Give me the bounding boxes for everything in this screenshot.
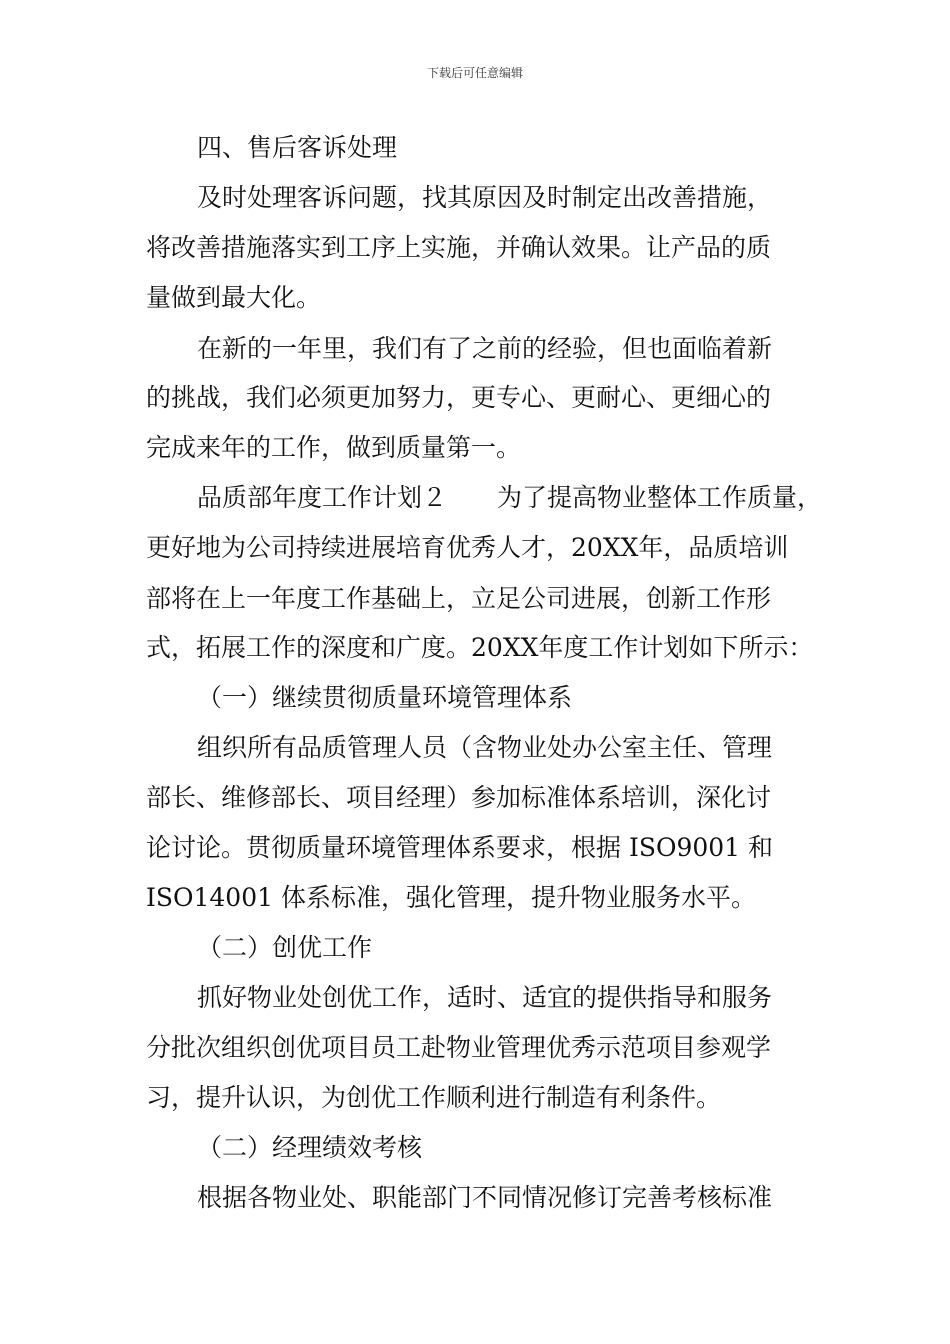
paragraph-line: 将改善措施落实到工序上实施，并确认效果。让产品的质 bbox=[146, 233, 772, 262]
section-heading-performance: （二）经理绩效考核 bbox=[197, 1133, 423, 1162]
paragraph-line: 更好地为公司持续进展培育优秀人才，20XX年，品质培训 bbox=[146, 533, 789, 562]
paragraph-line: 完成来年的工作，做到质量第一。 bbox=[146, 433, 522, 462]
paragraph-line: ISO14001 体系标准，强化管理，提升物业服务水平。 bbox=[146, 883, 756, 912]
page-header: 下载后可任意编辑 bbox=[426, 66, 523, 80]
paragraph-line: 分批次组织创优项目员工赴物业管理优秀示范项目参观学 bbox=[146, 1033, 772, 1062]
paragraph-line: 组织所有品质管理人员（含物业处办公室主任、管理 bbox=[197, 733, 773, 762]
paragraph-line: 部将在上一年度工作基础上，立足公司进展，创新工作形 bbox=[146, 584, 772, 613]
paragraph-line: 及时处理客诉问题，找其原因及时制定出改善措施， bbox=[197, 183, 773, 212]
paragraph-line: 论讨论。贯彻质量环境管理体系要求，根据 ISO9001 和 bbox=[146, 833, 774, 862]
paragraph-line: 在新的一年里，我们有了之前的经验，但也面临着新 bbox=[197, 334, 773, 363]
paragraph-line: 根据各物业处、职能部门不同情况修订完善考核标准 bbox=[197, 1183, 773, 1212]
paragraph-line: 部长、维修部长、项目经理）参加标准体系培训，深化讨 bbox=[146, 783, 772, 812]
paragraph-line: 习，提升认识，为创优工作顺利进行制造有利条件。 bbox=[146, 1083, 722, 1112]
plan-title-line: 品质部年度工作计划２ 为了提高物业整体工作质量， bbox=[197, 483, 823, 512]
paragraph-line: 的挑战，我们必须更加努力，更专心、更耐心、更细心的 bbox=[146, 383, 772, 412]
paragraph-line: 抓好物业处创优工作，适时、适宜的提供指导和服务 bbox=[197, 983, 773, 1012]
section-heading-after-sales: 四、售后客诉处理 bbox=[197, 133, 398, 162]
section-heading-quality-system: （一）继续贯彻质量环境管理体系 bbox=[197, 683, 573, 712]
section-heading-excellence: （二）创优工作 bbox=[197, 933, 373, 962]
paragraph-line: 量做到最大化。 bbox=[146, 283, 322, 312]
paragraph-line: 式，拓展工作的深度和广度。20XX年度工作计划如下所示： bbox=[146, 633, 814, 662]
